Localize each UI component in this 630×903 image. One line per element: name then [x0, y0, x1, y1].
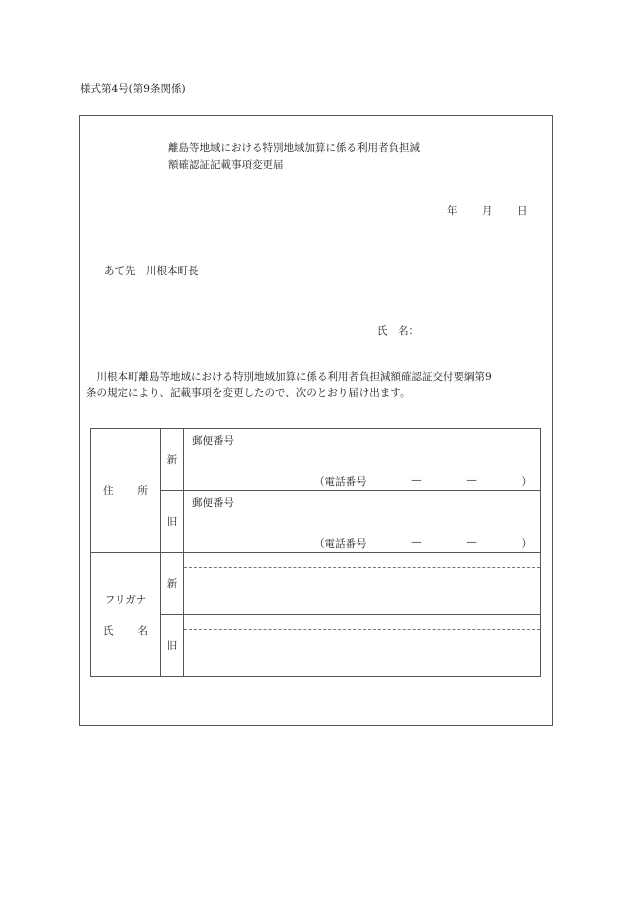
postal-label: 郵便番号 — [192, 435, 234, 447]
date-month-label: 月 — [482, 205, 493, 217]
table-row-name-new — [91, 553, 541, 615]
address-new-cell — [184, 429, 541, 491]
addressee: あて先 川根本町長 — [104, 265, 199, 277]
name-label-cell — [91, 553, 161, 677]
name-new-cell — [184, 553, 541, 615]
name-old-cell — [184, 615, 541, 677]
phone-row — [314, 474, 532, 489]
phone-close: ） — [521, 476, 532, 488]
name-old-label: 旧 — [161, 615, 184, 677]
address-old-cell — [184, 491, 541, 553]
phone-row — [314, 536, 532, 551]
form-title-line-1: 離島等地域における特別地域加算に係る利用者負担減 — [168, 142, 420, 154]
body-text-line-2: 条の規定により、記載事項を変更したので、次のとおり届け出ます。 — [86, 387, 411, 399]
name-label-1: 氏 — [103, 624, 114, 637]
phone-close: ） — [521, 538, 532, 550]
body-text-line-1: 川根本町離島等地域における特別地域加算に係る利用者負担減額確認証交付要綱第9 — [86, 371, 492, 383]
phone-dash-1: — — [411, 536, 422, 548]
furigana-divider — [184, 629, 540, 630]
change-table — [90, 428, 541, 677]
furigana-label: フリガナ — [104, 593, 147, 606]
form-number: 様式第4号(第9条関係) — [80, 83, 186, 95]
name-label-2: 名 — [137, 624, 148, 637]
date-day-label: 日 — [517, 205, 528, 217]
postal-label: 郵便番号 — [192, 497, 234, 509]
address-label-1: 住 — [103, 485, 114, 497]
form-title-line-2: 額確認証記載事項変更届 — [168, 159, 284, 171]
phone-dash-2: — — [466, 474, 477, 486]
address-label-cell — [91, 429, 161, 553]
name-new-label: 新 — [161, 553, 184, 615]
phone-label: （電話番号 — [314, 538, 367, 550]
phone-dash-1: — — [411, 474, 422, 486]
phone-dash-2: — — [466, 536, 477, 548]
address-label-2: 所 — [137, 485, 148, 497]
table-row-address-new — [91, 429, 541, 491]
furigana-divider — [184, 567, 540, 568]
date-year-label: 年 — [447, 205, 458, 217]
address-new-label: 新 — [161, 429, 184, 491]
phone-label: （電話番号 — [314, 476, 367, 488]
address-old-label: 旧 — [161, 491, 184, 553]
applicant-name-label: 氏 名： — [377, 325, 419, 337]
